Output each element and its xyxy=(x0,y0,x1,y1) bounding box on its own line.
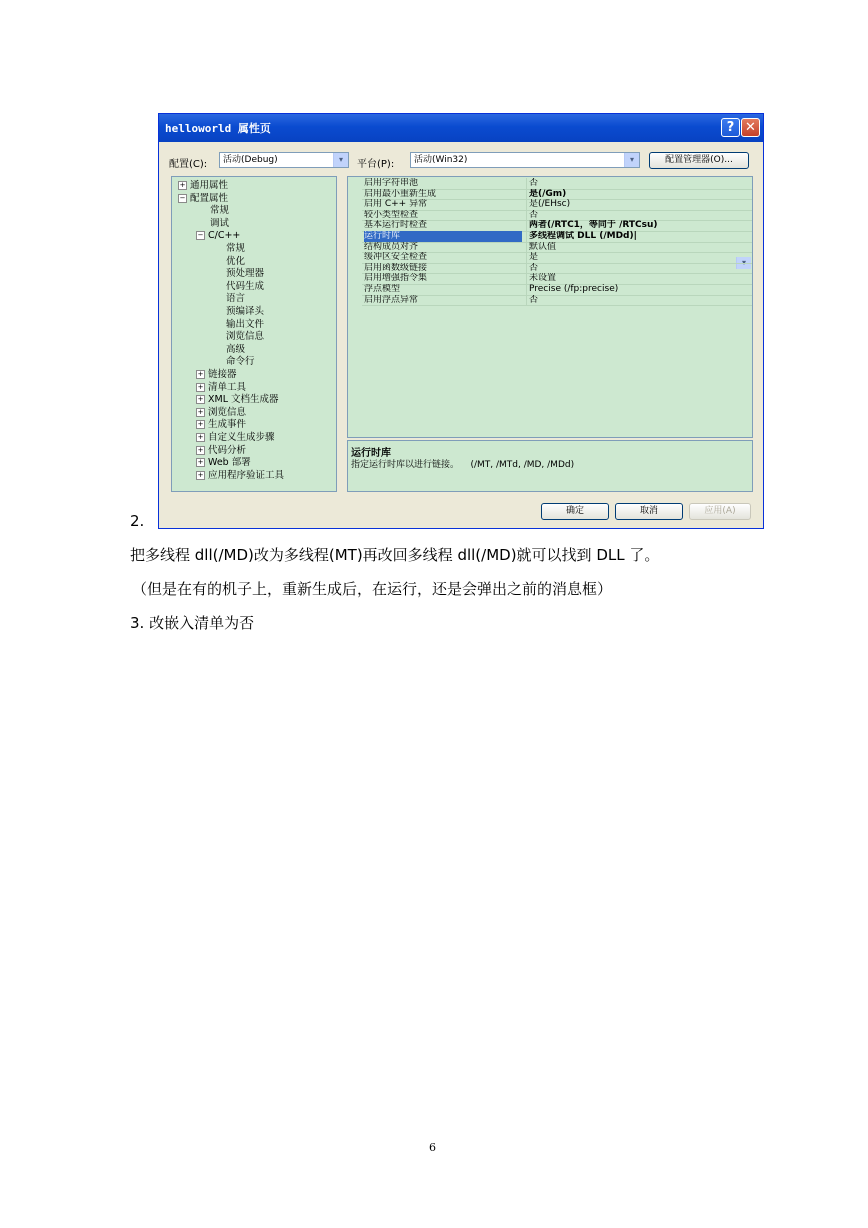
property-name: 启用增强指令集 xyxy=(364,273,428,284)
tree-item[interactable] xyxy=(196,419,246,430)
tree-item[interactable] xyxy=(178,193,228,204)
property-name: 启用浮点异常 xyxy=(364,294,419,305)
tree-item[interactable] xyxy=(196,432,275,443)
ok-button[interactable]: 确定 xyxy=(541,503,609,520)
tree-item[interactable] xyxy=(226,243,245,254)
expand-icon[interactable]: + xyxy=(197,370,204,378)
tree-item[interactable] xyxy=(196,369,237,380)
tree-item-label: 常规 xyxy=(226,243,246,254)
tree-item-label: 常规 xyxy=(210,205,230,217)
tree-item[interactable] xyxy=(178,180,228,191)
apply-button[interactable]: 应用(A) xyxy=(689,503,751,520)
description-text: 指定运行时库以进行链接。 (/MT, /MTd, /MD, /MDd) xyxy=(351,460,575,470)
config-select-value: 活动(Debug) xyxy=(223,155,278,165)
paragraph-line-1: 把多线程 dll(/MD)改为多线程(MT)再改回多线程 dll(/MD)就可以找到 DLL 了。 xyxy=(130,546,660,564)
property-value[interactable]: Precise (/fp:precise) xyxy=(526,284,752,295)
tree-item-label: 预编译头 xyxy=(226,306,265,317)
property-row[interactable] xyxy=(362,295,752,307)
tree-item-label: 优化 xyxy=(226,255,246,267)
expand-icon[interactable]: + xyxy=(197,420,204,429)
expand-icon[interactable]: + xyxy=(197,470,204,479)
config-select[interactable] xyxy=(219,152,349,168)
tree-item[interactable] xyxy=(196,457,251,468)
chevron-down-icon[interactable]: ▾ xyxy=(736,257,751,269)
property-name: 较小类型检查 xyxy=(364,209,419,220)
tree-item-label: 高级 xyxy=(226,343,246,355)
property-name: 基本运行时检查 xyxy=(364,220,428,231)
property-pages-dialog xyxy=(158,113,764,529)
tree-item[interactable] xyxy=(196,445,246,456)
chevron-down-icon[interactable]: ▾ xyxy=(333,153,348,167)
tree-item[interactable] xyxy=(196,382,246,393)
collapse-icon[interactable]: − xyxy=(197,231,204,240)
tree-item[interactable] xyxy=(226,356,255,367)
expand-icon[interactable]: + xyxy=(197,395,204,404)
tree-item-label: 通用属性 xyxy=(190,180,229,191)
property-name: 启用字符串池 xyxy=(364,178,419,188)
tree-item-label: 输出文件 xyxy=(226,318,265,330)
tree-item-label: XML 文档生成器 xyxy=(208,394,279,406)
tree-item-label: 生成事件 xyxy=(208,419,247,431)
tree-item-label: 配置属性 xyxy=(190,192,229,204)
expand-icon[interactable]: + xyxy=(197,407,204,416)
tree-item[interactable] xyxy=(210,218,229,229)
tree-item-label: 代码生成 xyxy=(226,280,265,292)
tree-item-label: Web 部署 xyxy=(208,457,251,469)
tree-item-label: 预处理器 xyxy=(226,268,265,280)
cancel-button[interactable]: 取消 xyxy=(615,503,683,520)
property-grid[interactable] xyxy=(347,176,753,438)
tree-item-label: 命令行 xyxy=(226,356,255,368)
tree-item[interactable] xyxy=(210,205,229,216)
property-value[interactable]: 未设置 xyxy=(526,273,752,284)
expand-icon[interactable]: + xyxy=(179,181,186,189)
property-description xyxy=(347,440,753,492)
paragraph-line-3: 3. 改嵌入清单为否 xyxy=(130,614,255,632)
paragraph-line-2: （但是在有的机子上，重新生成后，在运行，还是会弹出之前的消息框） xyxy=(132,580,613,598)
tree-item-label: 清单工具 xyxy=(208,381,247,393)
property-value[interactable]: 默认值 xyxy=(526,242,752,253)
property-name: 浮点模型 xyxy=(364,284,401,294)
tree-item[interactable] xyxy=(226,281,264,292)
tree-item[interactable] xyxy=(226,331,264,342)
tree-item[interactable] xyxy=(226,344,245,355)
tree-item[interactable] xyxy=(226,268,264,279)
property-value[interactable]: 否 xyxy=(526,178,752,189)
tree-item[interactable] xyxy=(196,470,284,481)
step-2-number: 2. xyxy=(130,512,145,530)
tree-item-label: 调试 xyxy=(210,217,230,229)
property-value[interactable]: 两者(/RTC1，等同于 /RTCsu) xyxy=(526,220,752,231)
chevron-down-icon[interactable]: ▾ xyxy=(624,153,639,167)
platform-select-value: 活动(Win32) xyxy=(414,155,468,165)
property-name: 启用 C++ 异常 xyxy=(364,199,428,210)
tree-item[interactable] xyxy=(226,319,264,330)
expand-icon[interactable]: + xyxy=(197,458,204,467)
property-tree[interactable] xyxy=(171,176,337,492)
collapse-icon[interactable]: − xyxy=(179,193,186,202)
tree-item[interactable] xyxy=(196,407,246,418)
config-label: 配置(C): xyxy=(169,159,208,170)
tree-item-label: 代码分析 xyxy=(208,444,247,456)
tree-item-label: 应用程序验证工具 xyxy=(208,469,285,481)
expand-icon[interactable]: + xyxy=(197,433,204,441)
tree-item-label: 语言 xyxy=(226,293,246,305)
dialog-titlebar[interactable] xyxy=(159,114,763,142)
tree-item[interactable] xyxy=(196,230,240,241)
property-name: 运行时库 xyxy=(364,231,522,242)
property-value[interactable]: 否 xyxy=(526,263,752,274)
config-manager-button[interactable]: 配置管理器(O)... xyxy=(649,152,749,169)
tree-item-label: C/C++ xyxy=(208,230,241,242)
property-name: 缓冲区安全检查 xyxy=(364,252,428,263)
property-value[interactable]: 多线程调试 DLL (/MDd)| xyxy=(526,231,752,242)
tree-item[interactable] xyxy=(226,293,245,304)
property-value[interactable]: 否 xyxy=(526,210,752,221)
property-name: 启用最小重新生成 xyxy=(364,188,437,199)
property-value[interactable]: 否 xyxy=(526,295,752,306)
property-value[interactable]: 是 xyxy=(526,252,752,263)
expand-icon[interactable]: + xyxy=(197,445,204,454)
tree-item-label: 自定义生成步骤 xyxy=(208,432,275,443)
property-name: 启用函数级链接 xyxy=(364,262,428,273)
property-value[interactable]: 是(/Gm) xyxy=(526,189,752,200)
dialog-title: helloworld 属性页 xyxy=(165,122,271,135)
platform-select[interactable] xyxy=(410,152,640,168)
expand-icon[interactable]: + xyxy=(197,382,204,391)
tree-item[interactable] xyxy=(196,394,279,405)
description-title: 运行时库 xyxy=(351,448,391,459)
platform-label: 平台(P): xyxy=(357,159,395,170)
property-value[interactable]: 是(/EHsc) xyxy=(526,199,752,210)
tree-item[interactable] xyxy=(226,256,245,267)
help-button[interactable]: ? xyxy=(721,118,740,137)
tree-item[interactable] xyxy=(226,306,264,317)
property-name: 结构成员对齐 xyxy=(364,241,419,252)
tree-item-label: 链接器 xyxy=(208,369,237,380)
page-number: 6 xyxy=(429,1141,436,1154)
tree-item-label: 浏览信息 xyxy=(226,331,265,343)
close-button[interactable]: ✕ xyxy=(741,118,760,137)
tree-item-label: 浏览信息 xyxy=(208,406,247,418)
